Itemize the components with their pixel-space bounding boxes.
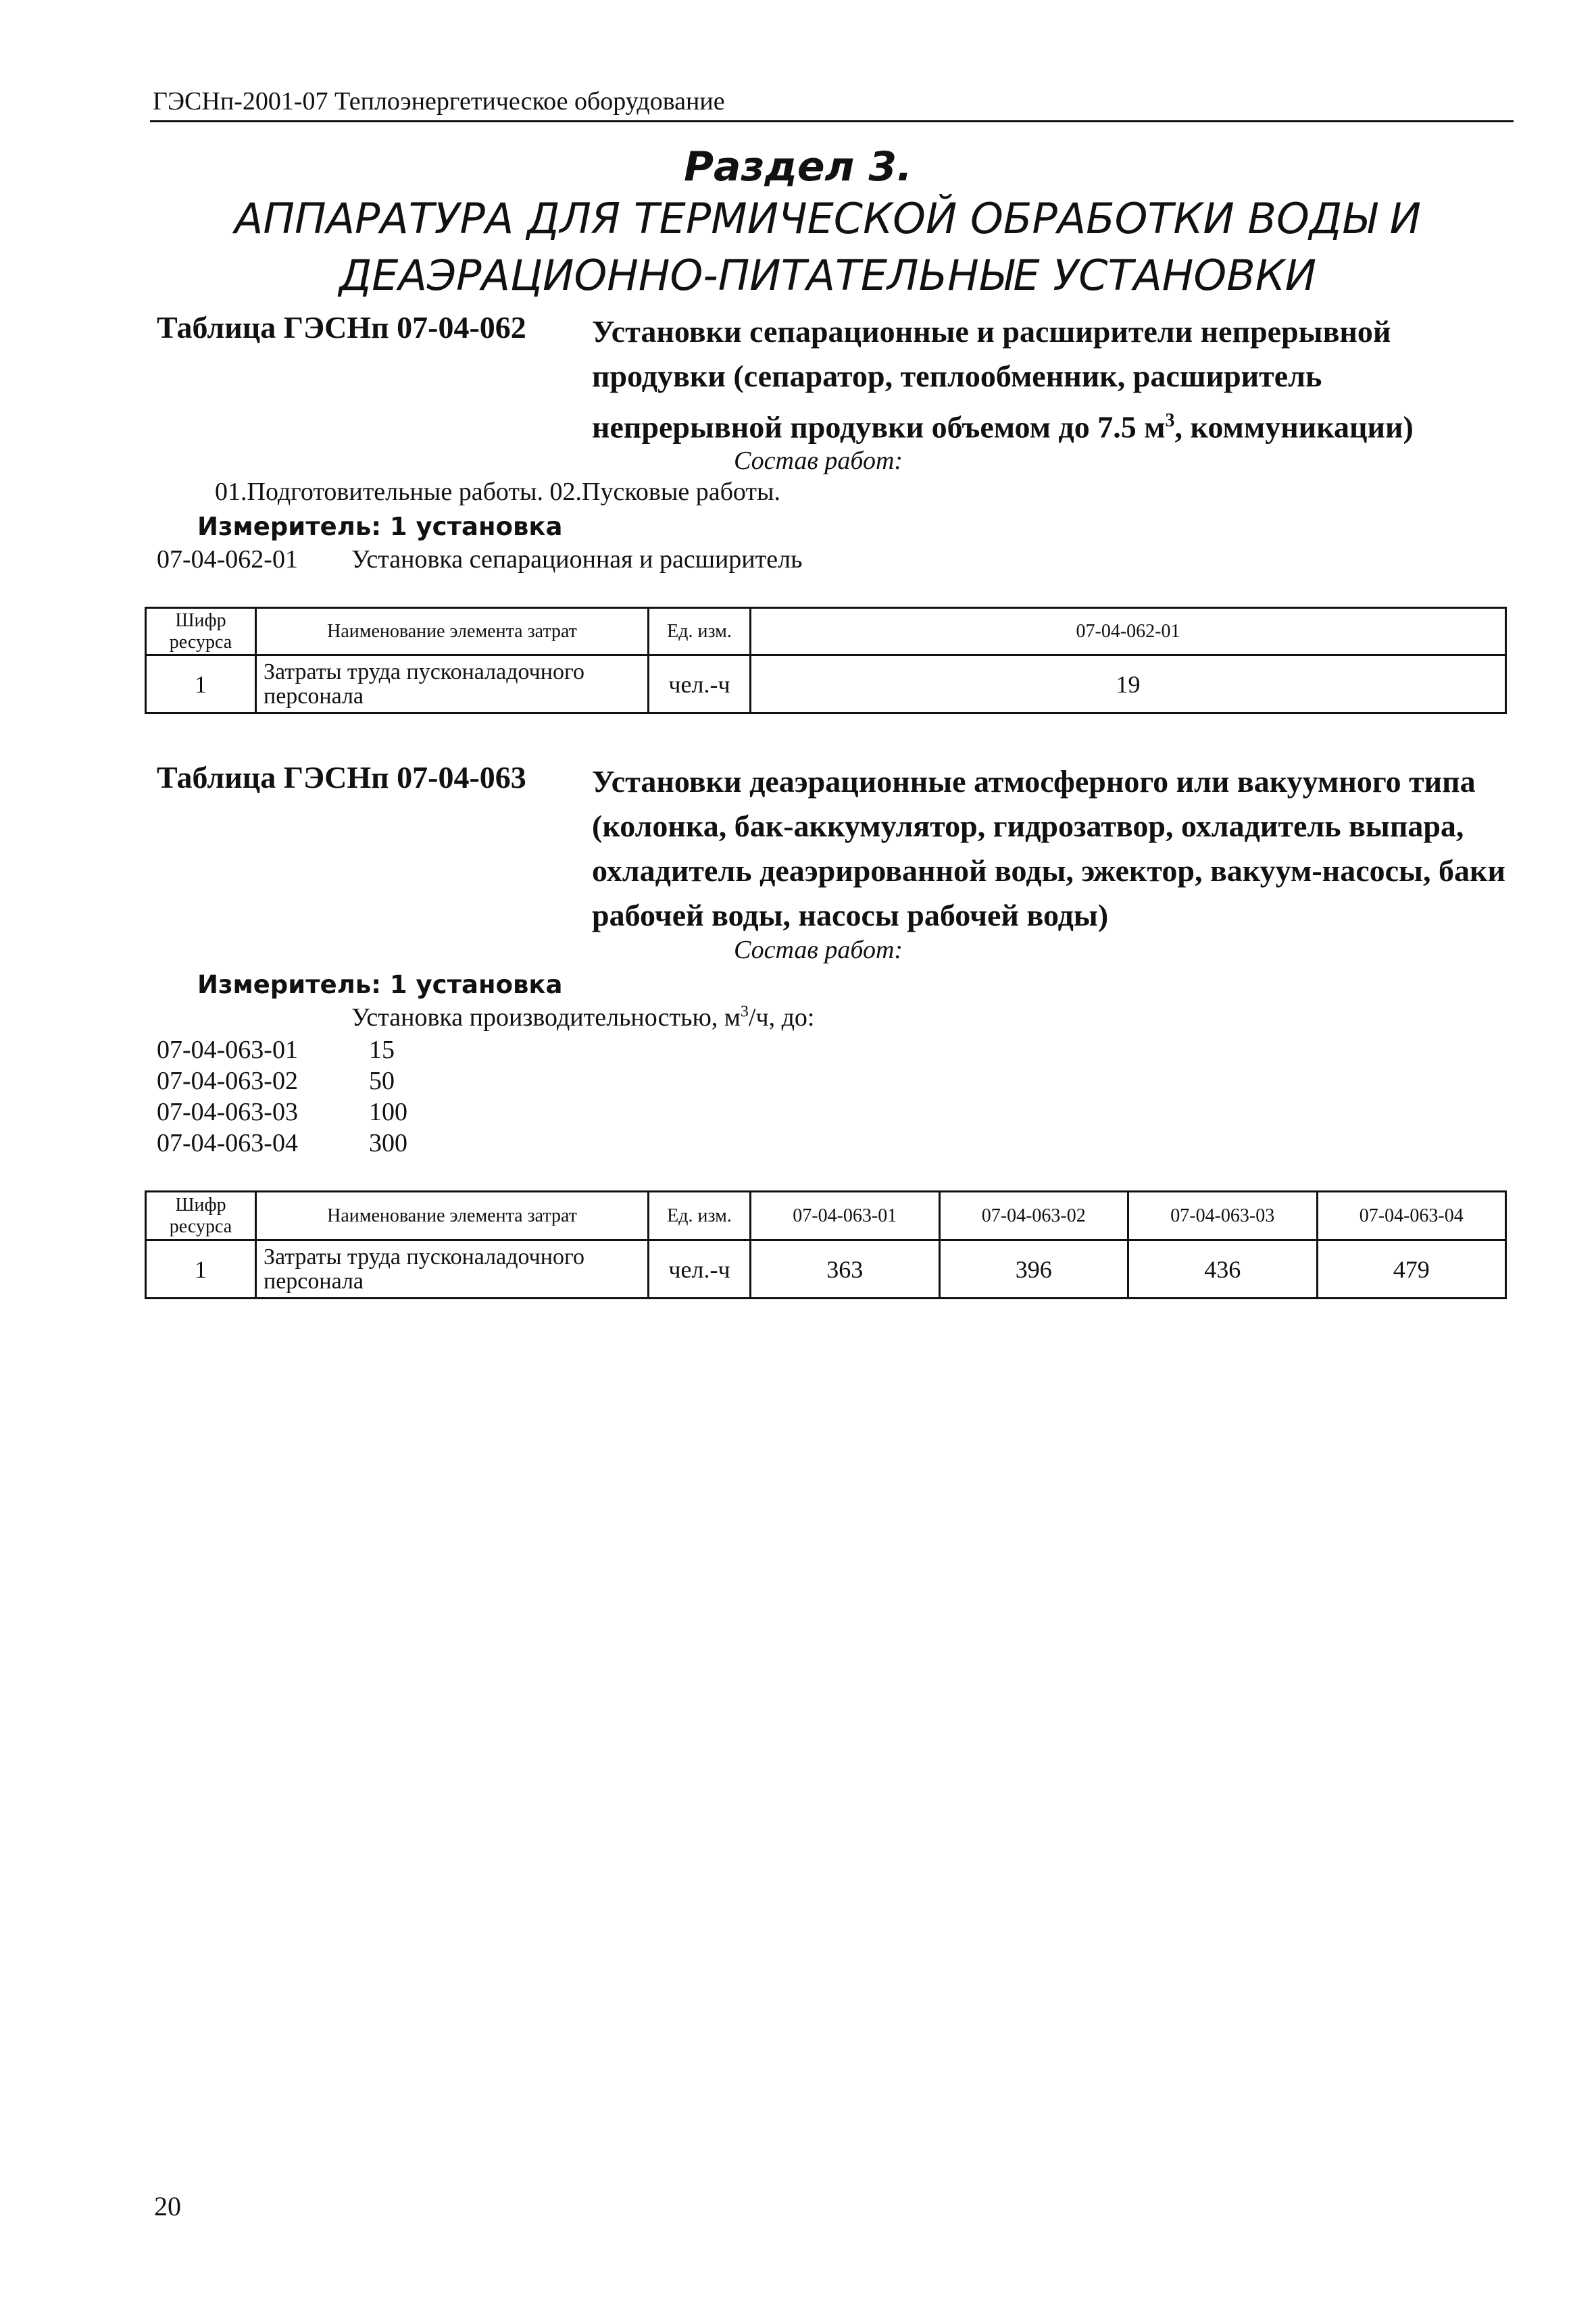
header-name: Наименование элемента затрат <box>256 608 649 655</box>
table-062-meter: Измеритель: 1 установка <box>197 512 563 541</box>
running-head: ГЭСНп-2001-07 Теплоэнергетическое оборудование <box>153 87 725 116</box>
table-062-item-name: Установка сепарационная и расширитель <box>351 545 803 574</box>
cell-value: 436 <box>1128 1240 1318 1299</box>
section-title <box>169 191 1487 304</box>
cell-name: Затраты труда пусконаладочного персонала <box>256 1240 649 1299</box>
cell-name: Затраты труда пусконаладочного персонала <box>256 655 649 713</box>
cell-unit: чел.-ч <box>649 655 751 713</box>
section-title-line1: АППАРАТУРА ДЛЯ ТЕРМИЧЕСКОЙ ОБРАБОТКИ ВОДЫ И <box>234 194 1422 243</box>
cell-cipher: 1 <box>146 1240 256 1299</box>
header-unit: Ед. изм. <box>649 608 751 655</box>
header-cipher: Шифр ресурса <box>146 608 256 655</box>
cell-value: 19 <box>751 655 1506 713</box>
table-062-composition-label: Состав работ: <box>734 447 903 475</box>
header-name: Наименование элемента затрат <box>256 1192 649 1240</box>
table-row <box>146 1240 1506 1299</box>
list-item-value: 15 <box>369 1036 395 1064</box>
table-062-title-tail: , коммуникации) <box>1174 409 1414 445</box>
header-col-04: 07-04-063-04 <box>1317 1192 1506 1240</box>
table-062-title-text: Установки сепарационные и расширители непрерывной продувки (сепаратор, теплообменник, расширитель непрерывной продувки объемом до 7.5 м <box>592 314 1391 445</box>
table-063 <box>145 1190 1507 1299</box>
table-063-title: Установки деаэрационные атмосферного или вакуумного типа (колонка, бак-аккумулятор, гидрозатвор, охладитель выпара, охладитель деаэрированной воды, эжектор, вакуум-насосы, баки рабочей воды, насосы рабочей воды) <box>592 764 1505 932</box>
cell-cipher: 1 <box>146 655 256 713</box>
cell-value: 396 <box>939 1240 1128 1299</box>
list-item-code: 07-04-063-03 <box>157 1098 298 1126</box>
list-item-code: 07-04-063-01 <box>157 1036 298 1064</box>
table-062-title <box>592 309 1511 449</box>
list-item-value: 300 <box>369 1129 407 1157</box>
table-row <box>146 655 1506 713</box>
header-unit: Ед. изм. <box>649 1192 751 1240</box>
header-col: 07-04-062-01 <box>751 608 1506 655</box>
list-item-code: 07-04-063-02 <box>157 1067 298 1095</box>
capacity-suffix: /ч, до: <box>748 1003 815 1032</box>
header-rule <box>150 120 1514 122</box>
header-col-02: 07-04-063-02 <box>939 1192 1128 1240</box>
section-label: Раздел 3. <box>684 143 912 191</box>
table-063-meter: Измеритель: 1 установка <box>197 970 563 999</box>
list-item-value: 50 <box>369 1067 395 1095</box>
table-063-header-row <box>146 1192 1506 1240</box>
table-062-header-row <box>146 608 1506 655</box>
cell-unit: чел.-ч <box>649 1240 751 1299</box>
cell-value: 479 <box>1317 1240 1506 1299</box>
table-063-code: Таблица ГЭСНп 07-04-063 <box>157 760 526 795</box>
table-062-item-code: 07-04-062-01 <box>157 545 298 574</box>
section-title-line2: ДЕАЭРАЦИОННО-ПИТАТЕЛЬНЫЕ УСТАНОВКИ <box>339 251 1317 300</box>
header-col-01: 07-04-063-01 <box>751 1192 940 1240</box>
table-062-code: Таблица ГЭСНп 07-04-062 <box>157 310 526 345</box>
capacity-prefix: Установка производительностью, м <box>351 1003 741 1032</box>
page-number: 20 <box>154 2191 181 2221</box>
list-item-code: 07-04-063-04 <box>157 1129 298 1157</box>
table-062-title-sup: 3 <box>1165 410 1175 431</box>
table-062 <box>145 607 1507 714</box>
list-item-value: 100 <box>369 1098 407 1126</box>
capacity-sup: 3 <box>740 1003 749 1021</box>
header-col-03: 07-04-063-03 <box>1128 1192 1318 1240</box>
table-062-works: 01.Подготовительные работы. 02.Пусковые работы. <box>215 478 781 506</box>
cell-value: 363 <box>751 1240 940 1299</box>
table-063-capacity <box>351 1003 814 1032</box>
table-063-composition-label: Состав работ: <box>734 936 903 964</box>
header-cipher: Шифр ресурса <box>146 1192 256 1240</box>
